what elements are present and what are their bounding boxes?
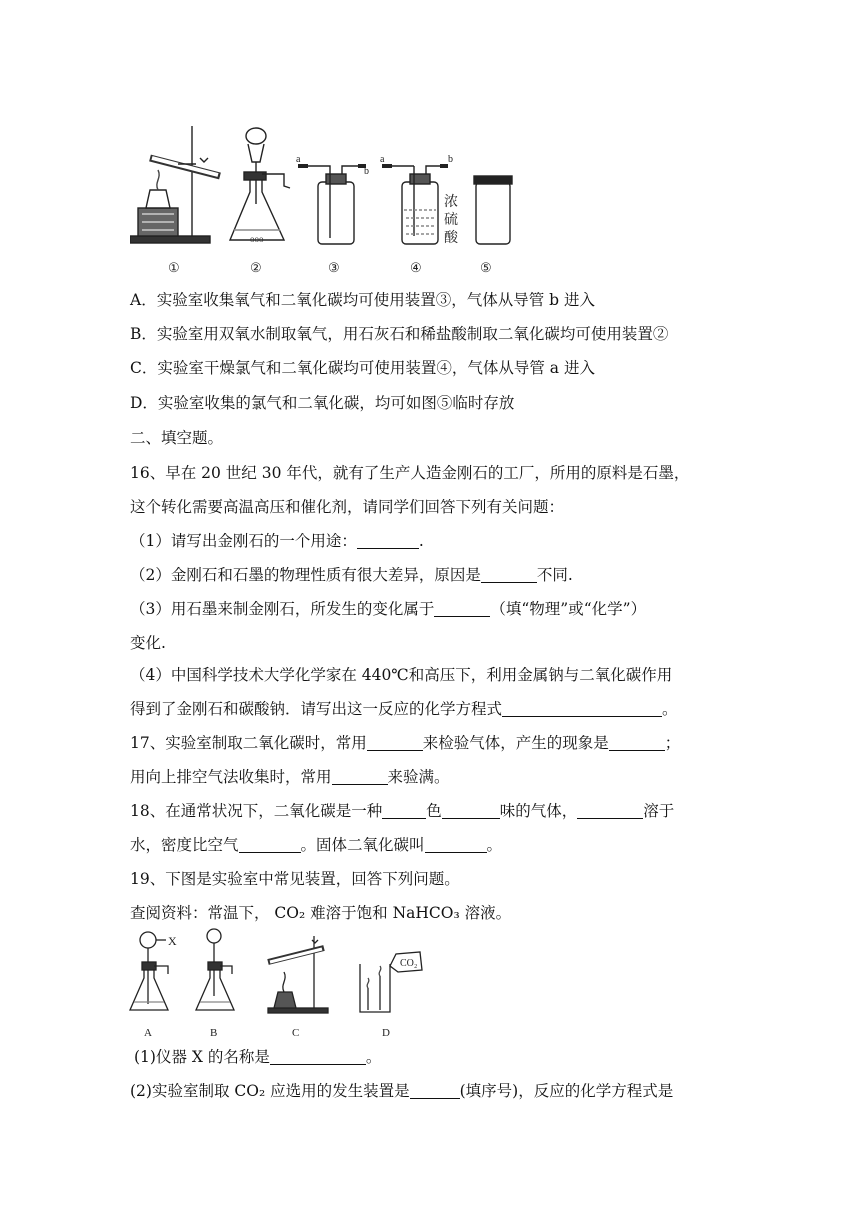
tube-label: a — [380, 154, 385, 165]
apparatus-figure-1 — [130, 118, 530, 278]
answer-blank[interactable] — [577, 802, 643, 819]
figure-caption: A — [144, 1027, 152, 1039]
option-d: D．实验室收集的氯气和二氧化碳，均可如图⑤临时存放 — [130, 394, 515, 412]
q19-part-2 — [130, 1080, 673, 1102]
answer-blank[interactable] — [357, 532, 419, 549]
option-a: A．实验室收集氧气和二氧化碳均可使用装置③，气体从导管 b 进入 — [130, 291, 595, 309]
text: （填“物理”或“化学”） — [490, 600, 647, 618]
figure-caption: ⑤ — [480, 260, 492, 275]
text: 。 — [662, 700, 678, 718]
text: 味的气体， — [499, 802, 578, 820]
q16-part-2 — [130, 564, 573, 586]
text: 。固体二氧化碳叫 — [300, 836, 425, 854]
text: 得到了金刚石和碳酸钠．请写出这一反应的化学方程式 — [130, 700, 503, 718]
answer-blank[interactable] — [332, 768, 388, 785]
tube-label: b — [448, 154, 453, 165]
figure-caption: B — [210, 1027, 218, 1039]
answer-blank[interactable] — [382, 802, 426, 819]
text: （1）请写出金刚石的一个用途： — [130, 532, 357, 550]
figure-caption: C — [292, 1027, 300, 1039]
acid-label: 浓 — [444, 195, 458, 210]
apparatus-heating-tube — [130, 126, 220, 243]
q17-line-1 — [130, 732, 680, 754]
text: (填序号)，反应的化学方程式是 — [459, 1082, 674, 1100]
tube-label: b — [364, 166, 369, 177]
apparatus-a-flask-funnel — [130, 932, 168, 1010]
q16-part-3-cont: 变化. — [130, 634, 166, 652]
q18-line-1 — [130, 800, 674, 822]
q16-stem-line-2: 这个转化需要高温高压和催化剂，请同学们回答下列有关问题： — [130, 498, 565, 516]
text: 18、在通常状况下，二氧化碳是一种 — [130, 802, 383, 820]
q19-part-1 — [134, 1046, 381, 1068]
answer-blank[interactable] — [367, 734, 423, 751]
text: 来检验气体，产生的现象是 — [422, 734, 609, 752]
text: （3）用石墨来制金刚石，所发生的变化属于 — [130, 600, 435, 618]
text: 17、实验室制取二氧化碳时，常用 — [130, 734, 367, 752]
answer-blank[interactable] — [502, 700, 662, 717]
text: (2)实验室制取 CO₂ 应选用的发生装置是 — [130, 1082, 410, 1100]
apparatus-b-flask-funnel — [196, 929, 234, 1010]
apparatus-gas-bottle — [298, 166, 366, 244]
answer-blank[interactable] — [481, 566, 537, 583]
q16-part-4: （4）中国科学技术大学化学家在 440℃和高压下，利用金属钠与二氧化碳作用 — [130, 666, 673, 684]
q16-part-1 — [130, 530, 424, 552]
text: 来验满。 — [387, 768, 450, 786]
apparatus-empty-jar — [474, 176, 512, 244]
option-c: C．实验室干燥氯气和二氧化碳均可使用装置④，气体从导管 a 进入 — [130, 359, 595, 377]
apparatus-c-heating-tube — [268, 936, 328, 1013]
apparatus-flask-funnel — [230, 128, 290, 244]
text: (1)仪器 X 的名称是 — [134, 1048, 270, 1066]
figure-caption: ④ — [410, 260, 422, 275]
q18-line-2 — [130, 834, 502, 856]
answer-blank[interactable] — [425, 836, 487, 853]
q16-part-3 — [130, 598, 646, 620]
answer-blank[interactable] — [270, 1048, 366, 1065]
tube-label: a — [296, 154, 301, 165]
answer-blank[interactable] — [434, 600, 490, 617]
instrument-x-label: X — [168, 934, 177, 948]
text: 。 — [365, 1048, 382, 1066]
apparatus-figure-2 — [128, 926, 428, 1044]
q16-part-4-cont — [130, 698, 678, 720]
figure-caption: D — [382, 1027, 390, 1039]
co2-label: CO₂ — [400, 958, 418, 969]
text: . — [418, 532, 424, 550]
section-title: 二、填空题。 — [130, 429, 224, 447]
q16-stem-line-1: 16、早在 20 世纪 30 年代，就有了生产人造金刚石的工厂，所用的原料是石墨， — [130, 464, 690, 482]
text: 色 — [426, 802, 442, 820]
option-b: B．实验室用双氧水制取氧气，用石灰石和稀盐酸制取二氧化碳均可使用装置② — [130, 325, 669, 343]
q17-line-2 — [130, 766, 450, 788]
answer-blank[interactable] — [410, 1082, 460, 1099]
q19-stem: 19、下图是实验室中常见装置，回答下列问题。 — [130, 870, 460, 888]
text: 不同. — [536, 566, 573, 584]
acid-label: 硫 — [444, 213, 458, 228]
text: （2）金刚石和石墨的物理性质有很大差异，原因是 — [130, 566, 481, 584]
answer-blank[interactable] — [239, 836, 301, 853]
figure-caption: ② — [250, 260, 262, 275]
text: ； — [664, 734, 681, 752]
figure-caption: ① — [168, 260, 180, 275]
figure-caption: ③ — [328, 260, 340, 275]
text: 用向上排空气法收集时，常用 — [130, 768, 332, 786]
acid-label: 酸 — [444, 231, 458, 246]
answer-blank[interactable] — [442, 802, 500, 819]
answer-blank[interactable] — [609, 734, 665, 751]
apparatus-drying-bottle — [382, 166, 448, 244]
text: 溶于 — [643, 802, 675, 820]
text: 水，密度比空气 — [130, 836, 239, 854]
text: 。 — [486, 836, 503, 854]
svg-text:ooo: ooo — [250, 234, 264, 244]
q19-info: 查阅资料：常温下， CO₂ 难溶于饱和 NaHCO₃ 溶液。 — [130, 904, 512, 922]
